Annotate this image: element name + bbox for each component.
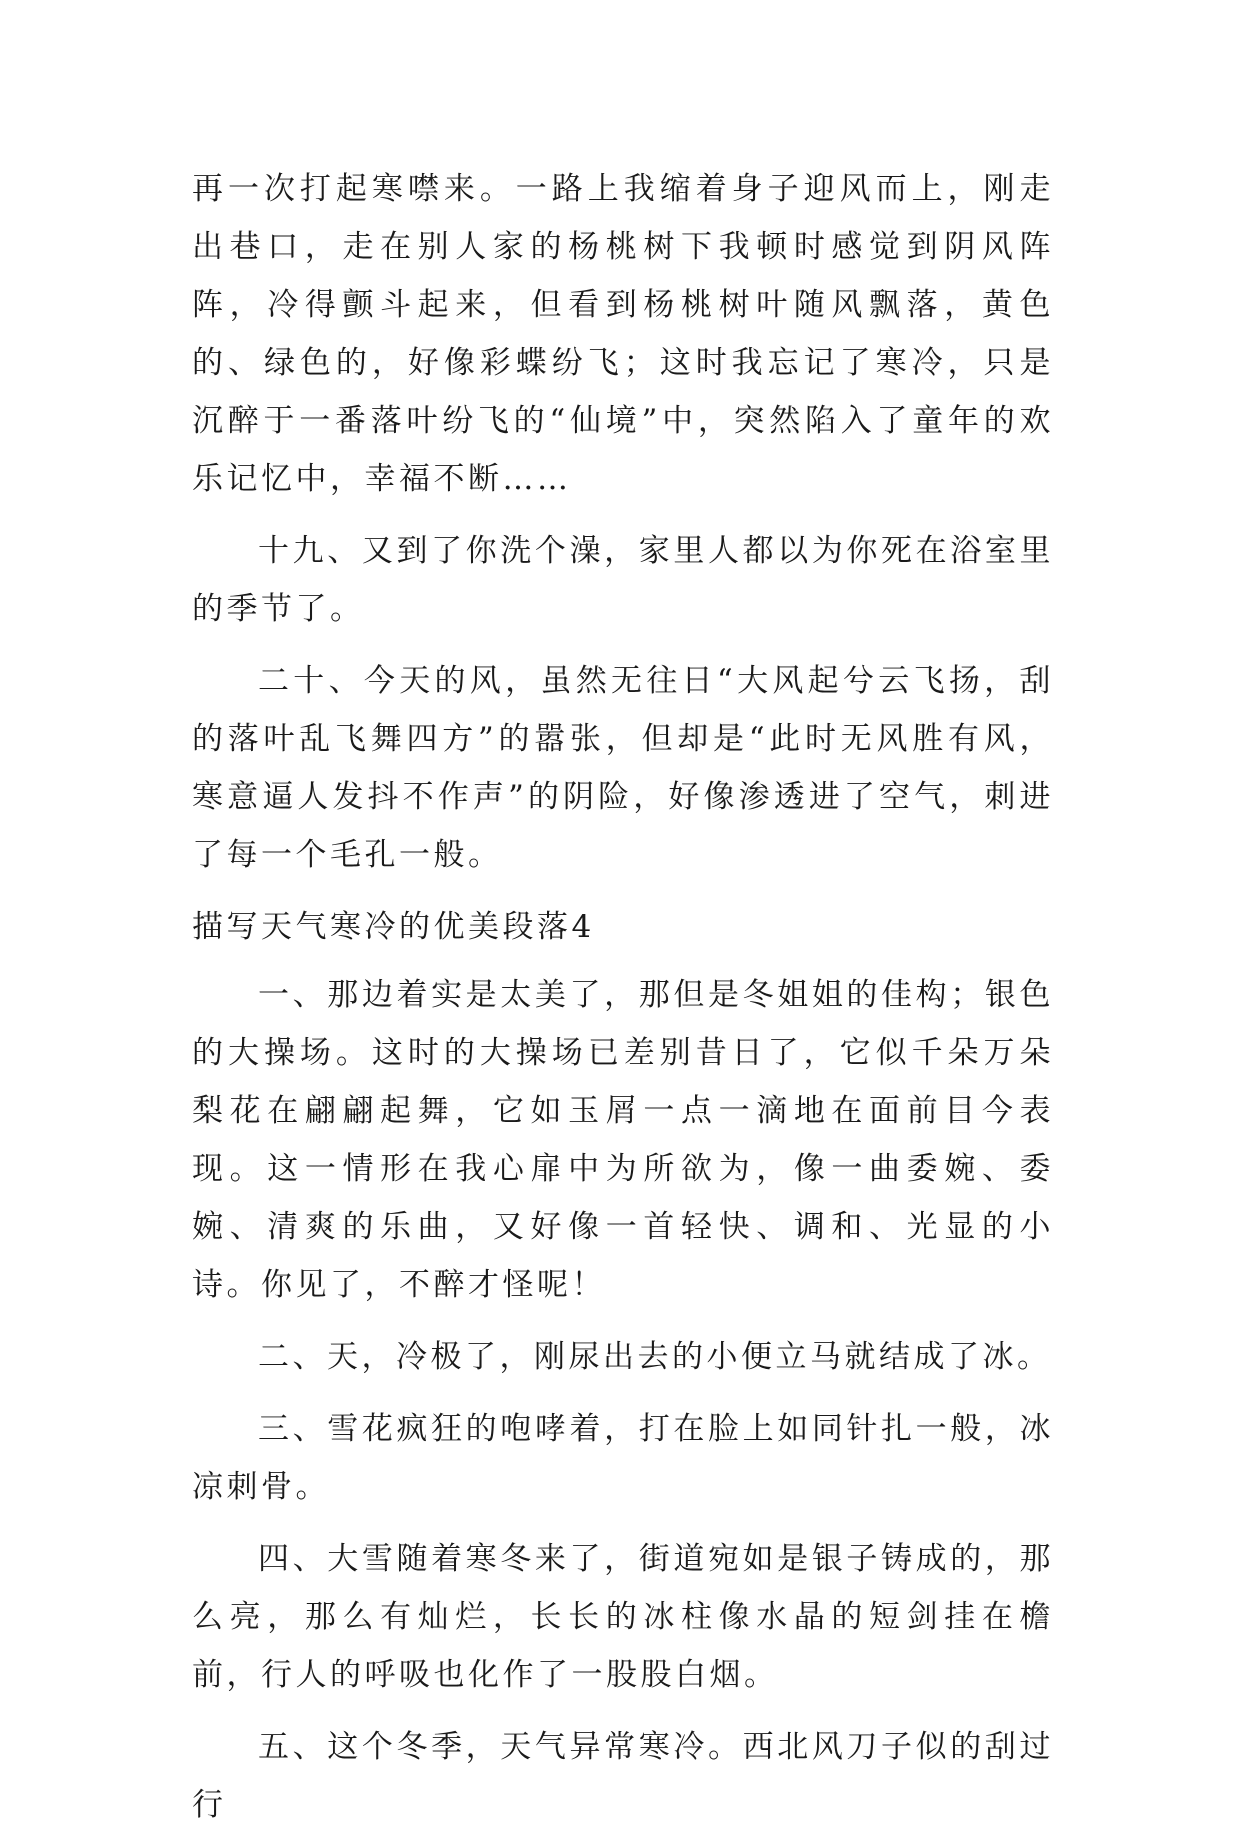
paragraph: 二、天，冷极了，刚尿出去的小便立马就结成了冰。 xyxy=(258,1339,1052,1375)
paragraph: 四、大雪随着寒冬来了，街道宛如是银子铸成的，那么亮，那么有灿烂，长长的冰柱像水晶的短剑挂在檐前，行人的呼吸也化作了一股股白烟。 xyxy=(192,1541,1054,1693)
paragraph: 再一次打起寒噤来。一路上我缩着身子迎风而上，刚走出巷口，走在别人家的杨桃树下我顿时感觉到阴风阵阵，冷得颤斗起来，但看到杨桃树叶随风飘落，黄色的、绿色的，好像彩蝶纷飞；这时我忘记了寒冷，只是沉醉于一番落叶纷飞的“仙境”中，突然陷入了童年的欢乐记忆中，幸福不断…… xyxy=(192,171,1054,497)
paragraph: 一、那边着实是太美了，那但是冬姐姐的佳构；银色的大操场。这时的大操场已差别昔日了，它似千朵万朵梨花在翩翩起舞，它如玉屑一点一滴地在面前目今表现。这一情形在我心扉中为所欲为，像一曲委婉、委婉、清爽的乐曲，又好像一首轻快、调和、光显的小诗。你见了，不醉才怪呢！ xyxy=(192,977,1054,1303)
section-heading: 描写天气寒冷的优美段落4 xyxy=(192,909,595,945)
paragraph: 三、雪花疯狂的咆哮着，打在脸上如同针扎一般，冰凉刺骨。 xyxy=(192,1411,1054,1505)
paragraph: 十九、又到了你洗个澡，家里人都以为你死在浴室里的季节了。 xyxy=(192,533,1054,627)
paragraph: 五、这个冬季，天气异常寒冷。西北风刀子似的刮过行 xyxy=(192,1729,1054,1823)
paragraph: 二十、今天的风，虽然无往日“大风起兮云飞扬，刮的落叶乱飞舞四方”的嚣张，但却是“此时无风胜有风，寒意逼人发抖不作声”的阴险，好像渗透进了空气，刺进了每一个毛孔一般。 xyxy=(192,663,1054,873)
document-body xyxy=(192,160,1054,1848)
